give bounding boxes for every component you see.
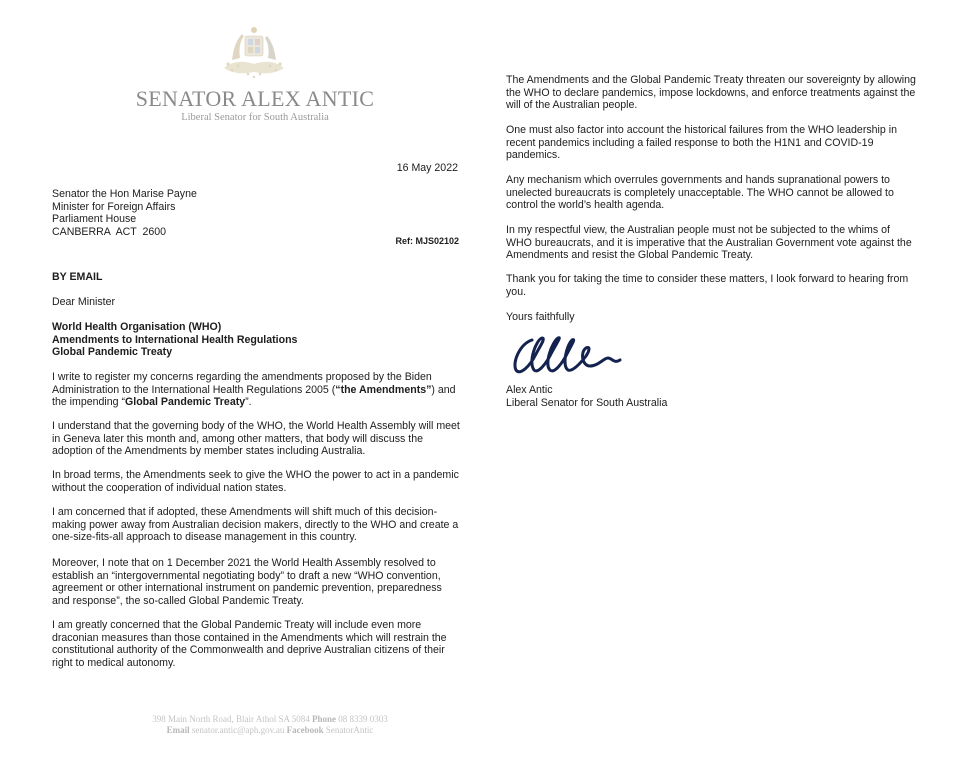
letterhead-subtitle: Liberal Senator for South Australia <box>181 112 329 123</box>
letter-date: 16 May 2022 <box>396 162 458 174</box>
footer-email[interactable]: senator.antic@aph.gov.au <box>191 725 285 735</box>
letterhead-footer <box>110 714 430 736</box>
subject-line: Amendments to International Health Regulations <box>52 333 298 346</box>
body-paragraph: Any mechanism which overrules governments and hands supranational powers to unelected bureaucrats is completely unacceptable. The WHO cannot be allowed to control the world’s health agenda. <box>506 174 894 212</box>
body-paragraph: Moreover, I note that on 1 December 2021 the World Health Assembly resolved to establish an “intergovernmental negotiating body” to draft a new “WHO convention, agreement or other international instrument on pandemic prevention, preparedness and response”, the so-called Global Pandemic Treaty. <box>52 557 442 607</box>
footer-email-label: Email <box>166 725 190 735</box>
delivery-method: BY EMAIL <box>52 271 103 283</box>
text-span: ) and the impending “ <box>52 383 456 409</box>
body-paragraph: I am greatly concerned that the Global Pandemic Treaty will include even more draconian measures than those contained in the Amendments which will restrain the constitutional authority of the Commonwealth and deprive Australian citizens of their right to medical autonomy. <box>52 619 447 669</box>
coat-of-arms-icon <box>218 24 290 80</box>
body-paragraph: In my respectful view, the Australian people must not be subjected to the whims of WHO bureaucrats, and it is imperative that the Australian Government vote against the Amendments and resist the Global Pandemic Treaty. <box>506 224 912 262</box>
text-span: ”. <box>245 396 252 409</box>
body-paragraph: I am concerned that if adopted, these Amendments will shift much of this decision-making power away from Australian decision makers, directly to the WHO and create a one-size-fits-all approach to disease management in this country. <box>52 506 459 544</box>
recipient-line: Parliament House <box>52 213 137 226</box>
subject-line: Global Pandemic Treaty <box>52 346 173 359</box>
signatory <box>506 384 667 409</box>
signatory-name: Alex Antic <box>506 384 553 396</box>
recipient-line: Minister for Foreign Affairs <box>52 200 176 213</box>
reference-number: Ref: MJS02102 <box>395 236 459 246</box>
footer-phone-label: Phone <box>311 714 336 724</box>
body-paragraph: In broad terms, the Amendments seek to give the WHO the power to act in a pandemic without the cooperation of individual nation states. <box>52 469 459 494</box>
footer-contact-line <box>110 725 430 736</box>
bold-term: “the Amendments” <box>335 383 432 396</box>
footer-address-line <box>110 714 430 725</box>
footer-facebook-label: Facebook <box>286 725 324 735</box>
letterhead-name: SENATOR ALEX ANTIC <box>135 86 375 111</box>
body-paragraph: Thank you for taking the time to consider these matters, I look forward to hearing from you. <box>506 273 909 298</box>
footer-address: 398 Main North Road, Blair Athol SA 5084 <box>152 714 310 724</box>
subject-heading <box>52 321 297 359</box>
body-paragraph: The Amendments and the Global Pandemic Treaty threaten our sovereignty by allowing the WHO to declare pandemics, impose lockdowns, and enforce treatments against the will of the Australian people. <box>506 74 916 112</box>
closing: Yours faithfully <box>506 311 575 323</box>
recipient-line: Senator the Hon Marise Payne <box>52 188 197 200</box>
bold-term: Global Pandemic Treaty <box>125 396 246 409</box>
signature-icon <box>510 328 630 378</box>
recipient-line: CANBERRA ACT 2600 <box>52 225 167 238</box>
recipient-address <box>52 188 352 238</box>
footer-facebook[interactable]: SenatorAntic <box>325 725 374 735</box>
text-span: I write to register my concerns regarding the amendments proposed by the Biden Administration to the International Health Regulations 2005 ( <box>52 371 432 396</box>
subject-line: World Health Organisation (WHO) <box>52 321 222 333</box>
signatory-title: Liberal Senator for South Australia <box>506 396 668 409</box>
body-paragraph <box>52 371 462 409</box>
salutation: Dear Minister <box>52 296 115 308</box>
body-paragraph: One must also factor into account the historical failures from the WHO leadership in recent pandemics including a failed response to both the H1N1 and COVID-19 pandemics. <box>506 124 897 162</box>
body-paragraph: I understand that the governing body of the WHO, the World Health Assembly will meet in Geneva later this month and, among other matters, that body will discuss the adoption of the Amendments by member states including Australia. <box>52 420 460 458</box>
footer-phone: 08 8339 0303 <box>338 714 388 724</box>
